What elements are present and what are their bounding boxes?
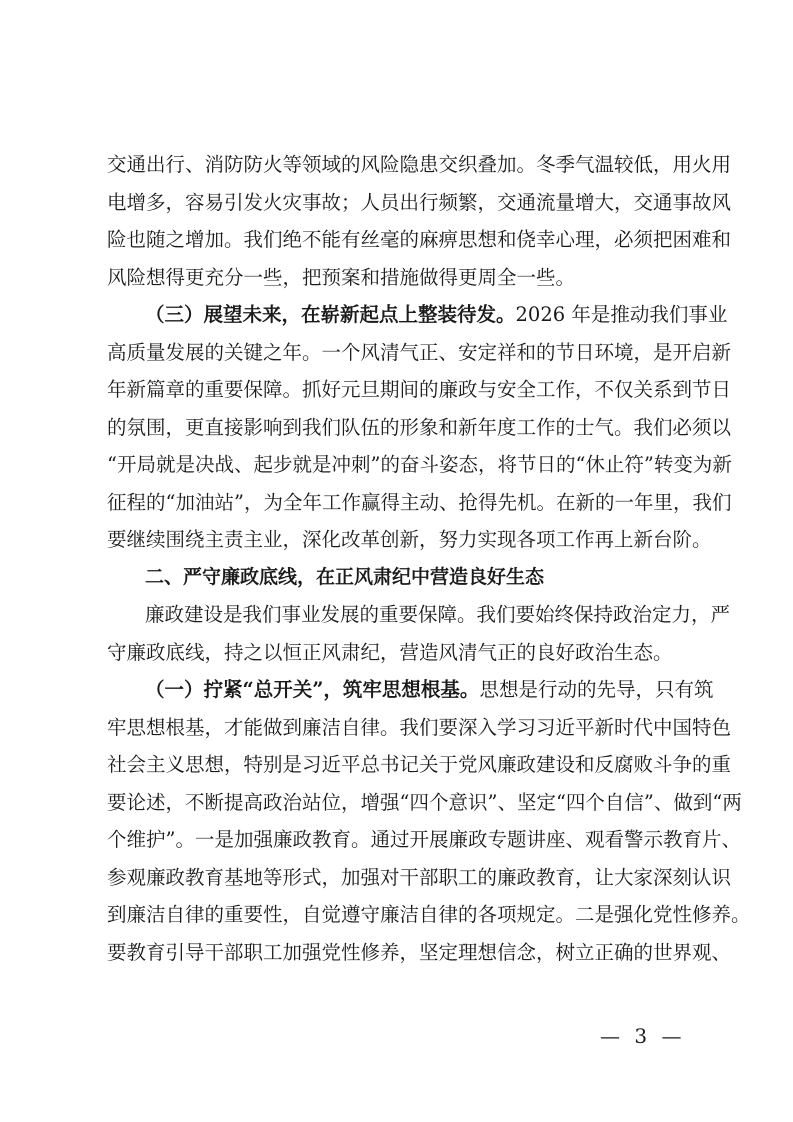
text-line <box>107 446 732 484</box>
line-text: “开局就是决战、起步就是冲刺”的奋斗姿态，将节日的“休止符”转变为新 <box>107 453 732 476</box>
text-line <box>107 596 731 634</box>
line-text: 年新篇章的重要保障。抓好元旦期间的廉政与安全工作，不仅关系到节日 <box>107 378 732 401</box>
text-line <box>107 859 732 897</box>
line-text: 思想是行动的先导，只有筑 <box>479 678 714 701</box>
text-line <box>107 746 732 784</box>
line-text: 的氛围，更直接影响到我们队伍的形象和新年度工作的士气。我们必须以 <box>107 415 732 439</box>
line-text: 要论述，不断提高政治站位，增强“四个意识”、坚定“四个自信”、做到“两 <box>107 790 742 814</box>
line-text: 征程的“加油站”，为全年工作赢得主动、抢得先机。在新的一年里，我们 <box>107 490 732 514</box>
section-heading <box>107 559 701 597</box>
line-text: 高质量发展的关键之年。一个风清气正、安定祥和的节日环境，是开启新 <box>107 340 732 364</box>
line-text: 要教育引导干部职工加强党性修养，坚定理想信念，树立正确的世界观、 <box>107 940 732 964</box>
text-line <box>107 709 732 747</box>
line-text: 交通出行、消防防火等领域的风险隐患交织叠加。冬季气温较低，用火用 <box>107 153 732 176</box>
text-line <box>107 334 732 372</box>
document-body <box>107 146 751 971</box>
line-text: 牢思想根基，才能做到廉洁自律。我们要深入学习习近平新时代中国特色 <box>107 715 732 739</box>
line-text: 个维护”。一是加强廉政教育。通过开展廉政专题讲座、观看警示教育片、 <box>107 828 741 851</box>
line-text: 要继续围绕主责主业，深化改革创新，努力实现各项工作再上新台阶。 <box>107 528 712 551</box>
subheading-lead: （三）展望未来，在崭新起点上整装待发。 <box>145 303 516 326</box>
text-line <box>107 221 732 259</box>
text-line <box>107 784 742 822</box>
line-text: 参观廉政教育基地等形式，加强对干部职工的廉政教育，让大家深刻认识 <box>107 865 732 889</box>
text-line <box>107 671 714 709</box>
line-text: 电增多，容易引发火灾事故；人员出行频繁，交通流量增大，交通事故风 <box>107 190 732 214</box>
text-line <box>107 259 701 297</box>
text-line <box>107 409 732 447</box>
line-text: 二、严守廉政底线，在正风肃纪中营造良好生态 <box>145 565 545 588</box>
text-line <box>107 634 701 672</box>
line-text: 到廉洁自律的重要性，自觉遵守廉洁自律的各项规定。二是强化党性修养。 <box>107 903 751 926</box>
text-line <box>107 521 712 559</box>
text-line <box>107 896 751 934</box>
page-number: — 3 — <box>600 1024 686 1048</box>
text-line <box>107 371 732 409</box>
text-line <box>107 184 732 222</box>
line-text: 险也随之增加。我们绝不能有丝毫的麻痹思想和侥幸心理，必须把困难和 <box>107 228 732 251</box>
text-line <box>107 821 741 859</box>
line-text: 廉政建设是我们事业发展的重要保障。我们要始终保持政治定力，严 <box>145 603 731 626</box>
line-text: 风险想得更充分一些，把预案和措施做得更周全一些。 <box>107 265 576 289</box>
text-line <box>107 146 732 184</box>
text-line <box>107 296 728 334</box>
text-line <box>107 934 732 972</box>
line-text: 2026 年是推动我们事业 <box>515 303 728 326</box>
line-text: 守廉政底线，持之以恒正风肃纪，营造风清气正的良好政治生态。 <box>107 640 673 664</box>
line-text: 社会主义思想，特别是习近平总书记关于党风廉政建设和反腐败斗争的重 <box>107 753 732 776</box>
subheading-lead: （一）拧紧“总开关”，筑牢思想根基。 <box>145 678 480 701</box>
text-line <box>107 484 732 522</box>
